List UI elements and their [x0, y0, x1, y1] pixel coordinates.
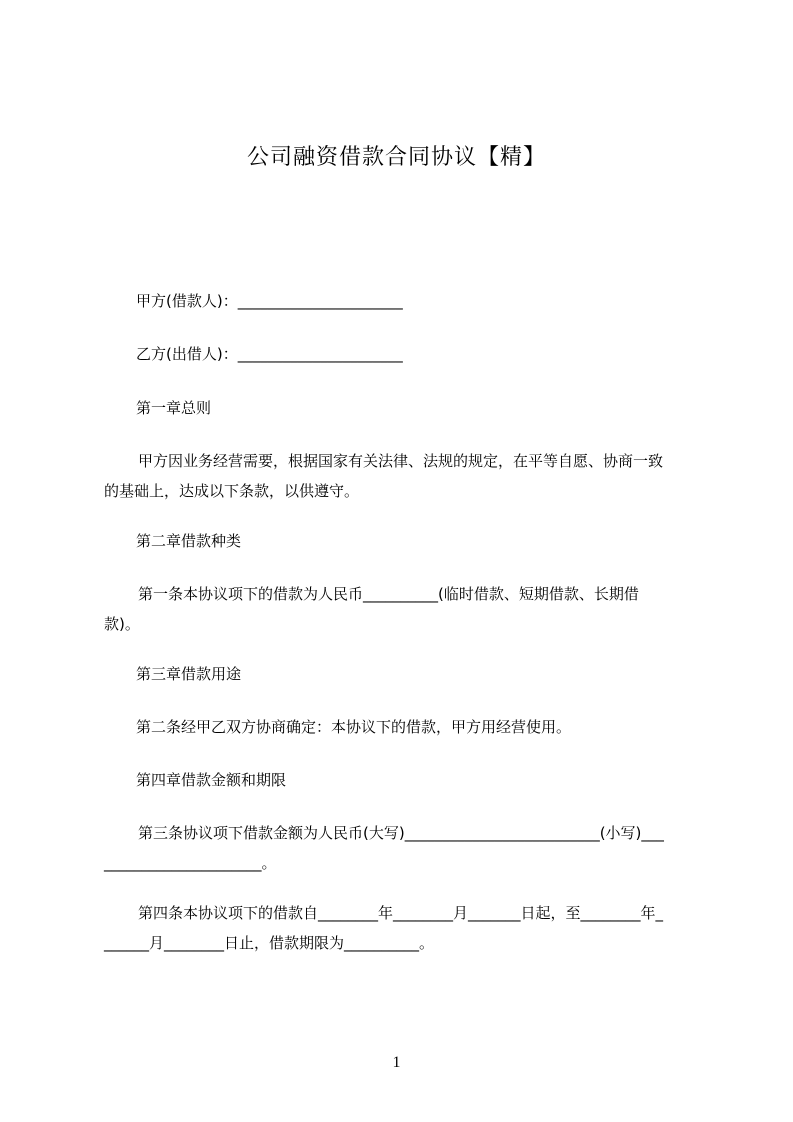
- page-number: 1: [392, 1054, 401, 1071]
- article-1-line-1: 第一条本协议项下的借款为人民币__________(临时借款、短期借款、长期借: [138, 585, 639, 603]
- article-3-line-2: _____________________。: [104, 854, 277, 872]
- chapter-2-heading: 第二章借款种类: [136, 532, 242, 550]
- chapter-3-heading: 第三章借款用途: [136, 665, 242, 683]
- article-4-line-1: 第四条本协议项下的借款自________年________月_______日起，至________年_: [138, 904, 664, 922]
- article-2-paragraph: 第二条经甲乙双方协商确定：本协议下的借款，甲方用经营使用。: [136, 718, 572, 736]
- article-3-line-1: 第三条协议项下借款金额为人民币(大写)__________________________(小写)___: [138, 824, 664, 842]
- article-3-paragraph: [104, 818, 704, 878]
- chapter-4-heading: 第四章借款金额和期限: [136, 771, 287, 789]
- article-1-line-2: 款)。: [104, 615, 140, 633]
- party-a-line: 甲方(借款人)：______________________: [136, 292, 403, 310]
- chapter-1-heading: 第一章总则: [136, 399, 212, 417]
- article-4-line-2: ______月________日止，借款期限为__________。: [104, 934, 435, 952]
- chapter-1-paragraph-line-1: 甲方因业务经营需要，根据国家有关法律、法规的规定，在平等自愿、协商一致: [138, 452, 664, 470]
- document-title: 公司融资借款合同协议【精】: [246, 145, 546, 170]
- article-4-paragraph: [104, 898, 704, 958]
- article-1-paragraph: [104, 579, 704, 639]
- chapter-1-paragraph: [104, 446, 704, 506]
- chapter-1-paragraph-line-2: 的基础上，达成以下条款，以供遵守。: [104, 482, 360, 500]
- party-b-line: 乙方(出借人)：______________________: [136, 345, 403, 363]
